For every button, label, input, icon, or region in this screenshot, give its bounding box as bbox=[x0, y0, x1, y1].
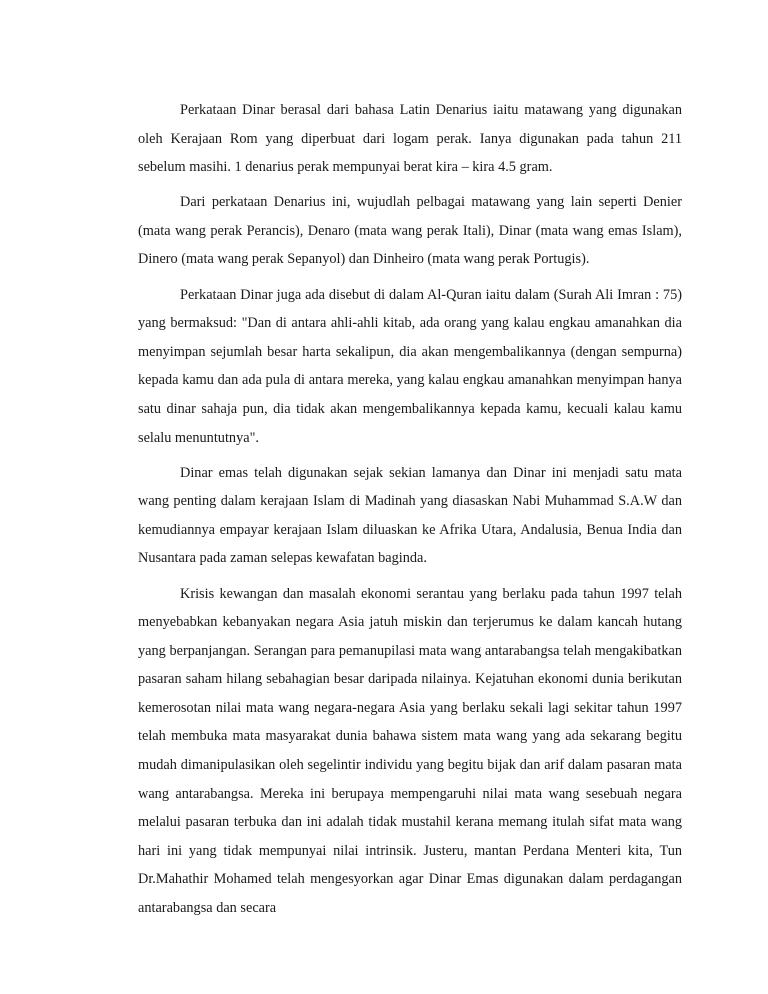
paragraph-quran-reference: Perkataan Dinar juga ada disebut di dalam Al-Quran iaitu dalam (Surah Ali Imran : 75) yang bermaksud: "Dan di antara ahli-ahli kitab, ada orang yang kalau engkau amanahkan dia menyimpan sejumlah besar harta sekalipun, dia akan mengembalikannya (dengan sempurna) kepada kamu dan ada pula di antara mereka, yang kalau engkau amanahkan menyimpan hanya satu dinar sahaja pun, dia tidak akan mengembalikannya kepada kamu, kecuali kalau kamu selalu menuntutnya". bbox=[138, 286, 682, 446]
paragraph-denarius-currencies: Dari perkataan Denarius ini, wujudlah pelbagai matawang yang lain seperti Denier (mata wang perak Perancis), Denaro (mata wang perak Itali), Dinar (mata wang emas Islam), Dinero (mata wang perak Sepanyol) dan Dinheiro (mata wang perak Portugis). bbox=[138, 194, 682, 268]
document-body bbox=[138, 96, 682, 929]
paragraph-financial-crisis: Krisis kewangan dan masalah ekonomi serantau yang berlaku pada tahun 1997 telah menyebabkan kebanyakan negara Asia jatuh miskin dan terjerumus ke dalam kancah hutang yang berpanjangan. Serangan para pemanupilasi mata wang antarabangsa telah mengakibatkan pasaran saham hilang sebahagian besar daripada nilainya. Kejatuhan ekonomi dunia berikutan kemerosotan nilai mata wang negara-negara Asia yang berlaku sekali lagi sekitar tahun 1997 telah membuka mata masyarakat dunia bahawa sistem mata wang yang ada sekarang begitu mudah dimanipulasikan oleh segelintir individu yang begitu bijak dan arif dalam pasaran mata wang antarabangsa. Mereka ini berupaya mempengaruhi nilai mata wang sesebuah negara melalui pasaran terbuka dan ini adalah tidak mustahil kerana memang itulah sifat mata wang hari ini yang tidak mempunyai nilai intrinsik. Justeru, mantan Perdana Menteri kita, Tun Dr.Mahathir Mohamed telah mengesyorkan agar Dinar Emas digunakan dalam perdagangan antarabangsa dan secara bbox=[138, 585, 682, 917]
paragraph-dinar-origin: Perkataan Dinar berasal dari bahasa Latin Denarius iaitu matawang yang digunakan oleh Kerajaan Rom yang diperbuat dari logam perak. Ianya digunakan pada tahun 211 sebelum masihi. 1 denarius perak mempunyai berat kira – kira 4.5 gram. bbox=[138, 102, 682, 176]
paragraph-islamic-usage: Dinar emas telah digunakan sejak sekian lamanya dan Dinar ini menjadi satu mata wang penting dalam kerajaan Islam di Madinah yang diasaskan Nabi Muhammad S.A.W dan kemudiannya empayar kerajaan Islam diluaskan ke Afrika Utara, Andalusia, Benua India dan Nusantara pada zaman selepas kewafatan baginda. bbox=[138, 464, 682, 567]
